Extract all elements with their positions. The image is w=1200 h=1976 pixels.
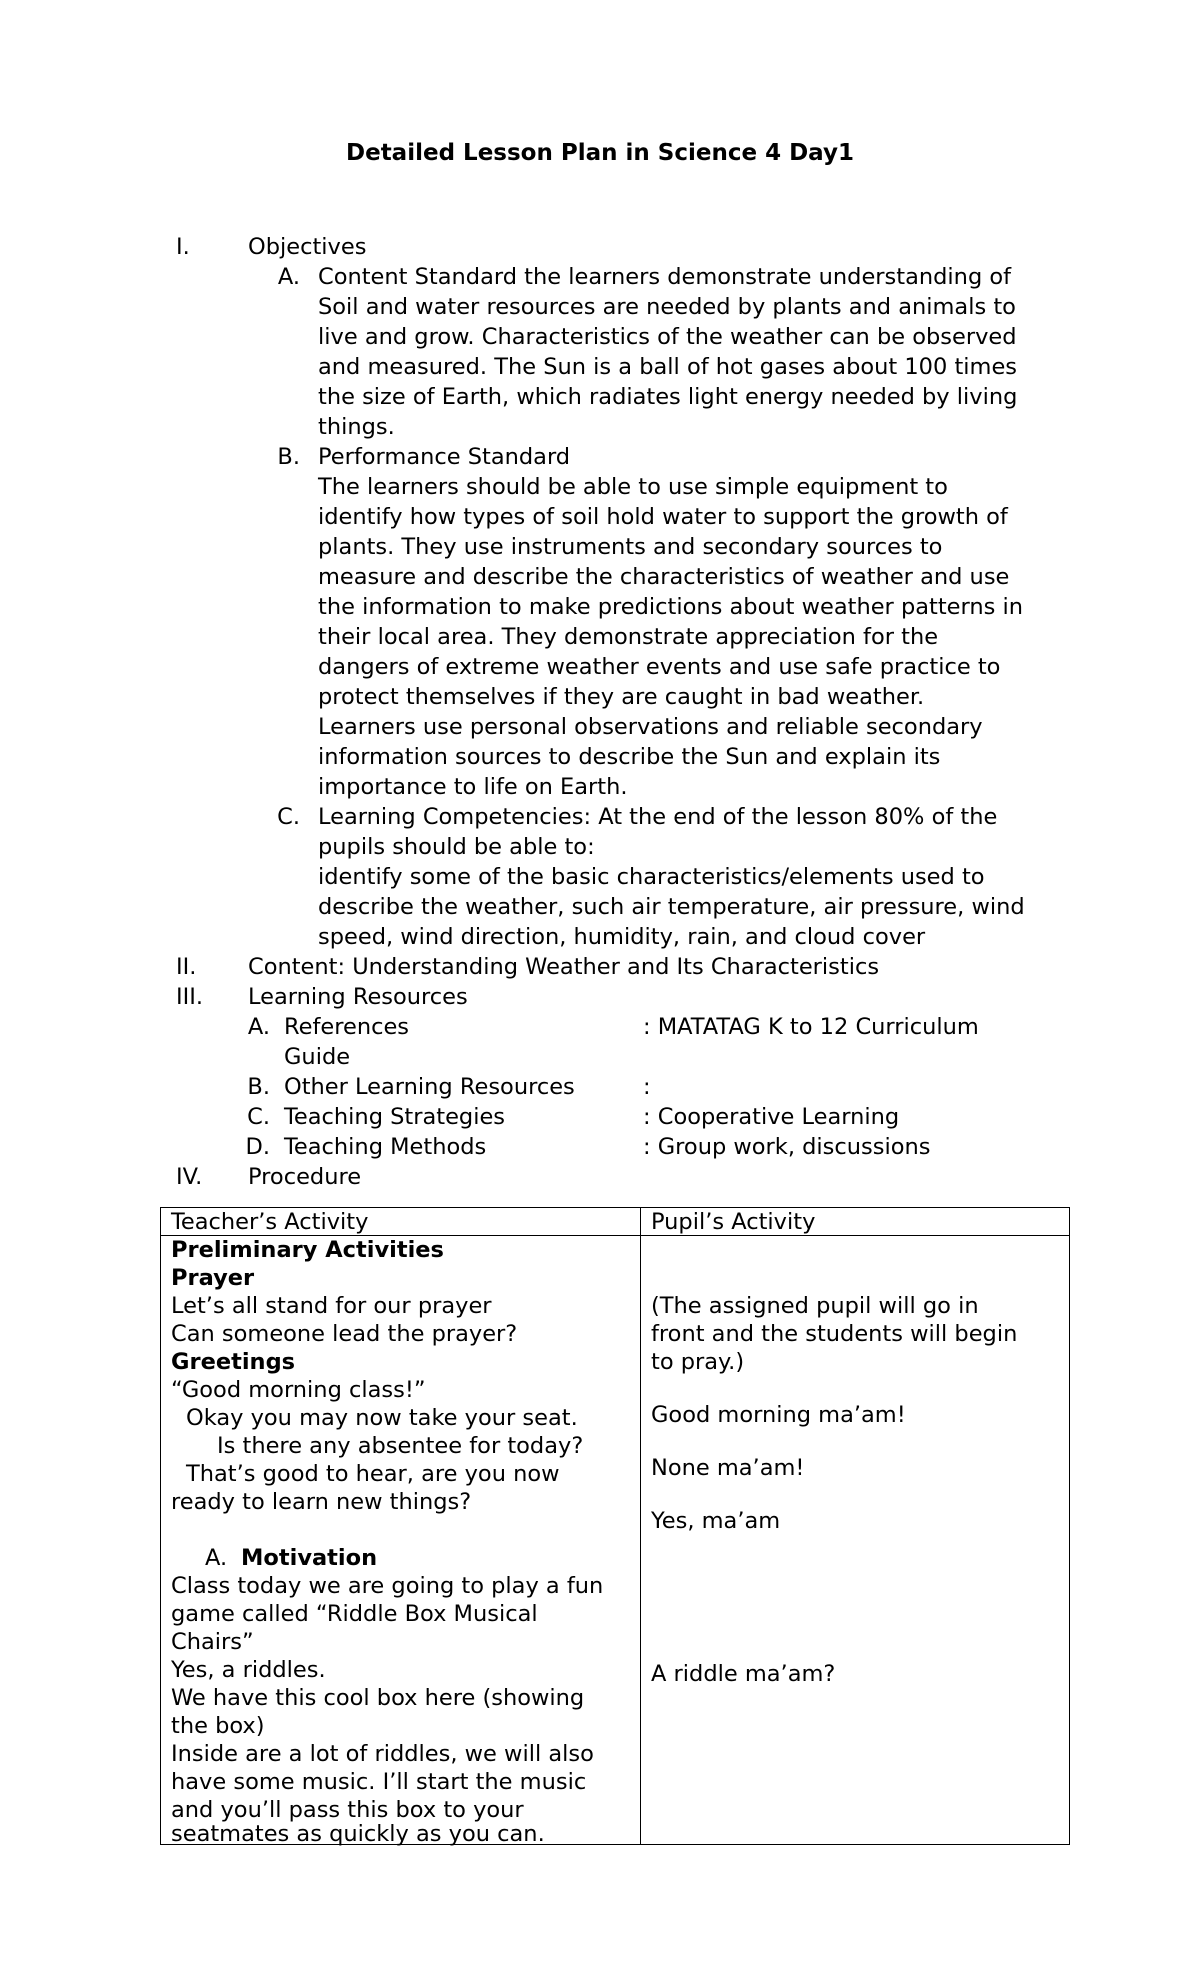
pupil-line: None ma’am! <box>651 1455 805 1481</box>
document-title: Detailed Lesson Plan in Science 4 Day1 <box>346 140 854 166</box>
section-number-4: IV. <box>176 1164 203 1190</box>
learning-competencies-line: identify some of the basic characteristics/elements used to <box>318 864 985 890</box>
pupil-line: Good morning ma’am! <box>651 1402 906 1428</box>
content-standard-letter: A. <box>277 264 300 290</box>
resource-value-strategies: : Cooperative Learning <box>643 1104 900 1130</box>
objectives-heading: Objectives <box>248 234 367 260</box>
learning-competencies-line: speed, wind direction, humidity, rain, and cloud cover <box>318 924 926 950</box>
teacher-line: Yes, a riddles. <box>171 1657 326 1683</box>
resource-label-references: References <box>284 1014 410 1040</box>
teacher-line: “Good morning class!” <box>171 1377 426 1403</box>
content-heading: Content: Understanding Weather and Its Characteristics <box>248 954 880 980</box>
content-standard-line: the size of Earth, which radiates light energy needed by living <box>318 384 1018 410</box>
teacher-line: game called “Riddle Box Musical <box>171 1601 538 1627</box>
section-number-2: II. <box>176 954 197 980</box>
performance-standard-line: their local area. They demonstrate appreciation for the <box>318 624 939 650</box>
resource-letter: D. <box>245 1134 270 1160</box>
pupil-line: Yes, ma’am <box>651 1508 781 1534</box>
section-number-3: III. <box>176 984 204 1010</box>
resource-letter: B. <box>247 1074 270 1100</box>
content-standard-line: and measured. The Sun is a ball of hot gases about 100 times <box>318 354 1018 380</box>
teacher-line: Is there any absentee for today? <box>217 1433 584 1459</box>
teacher-line: That’s good to hear, are you now <box>186 1461 560 1487</box>
pupil-line: A riddle ma’am? <box>651 1661 836 1687</box>
performance-standard-line: Performance Standard <box>318 444 571 470</box>
pupil-line: (The assigned pupil will go in <box>651 1293 979 1319</box>
header-teacher-activity: Teacher’s Activity <box>171 1209 369 1235</box>
performance-standard-line: measure and describe the characteristics of weather and use <box>318 564 1010 590</box>
learning-resources-heading: Learning Resources <box>248 984 468 1010</box>
resource-label-other: Other Learning Resources <box>284 1074 575 1100</box>
pupil-line: front and the students will begin <box>651 1321 1018 1347</box>
pupil-line: to pray.) <box>651 1349 745 1375</box>
learning-competencies-line: pupils should be able to: <box>318 834 595 860</box>
preliminary-activities-heading: Preliminary Activities <box>171 1237 444 1263</box>
resource-value-references: : MATATAG K to 12 Curriculum <box>643 1014 979 1040</box>
performance-standard-line: plants. They use instruments and secondary sources to <box>318 534 943 560</box>
teacher-line: We have this cool box here (showing <box>171 1685 585 1711</box>
procedure-table <box>160 1207 1070 1845</box>
teacher-line: Inside are a lot of riddles, we will also <box>171 1741 594 1767</box>
teacher-line: Can someone lead the prayer? <box>171 1321 518 1347</box>
performance-standard-line: information sources to describe the Sun and explain its <box>318 744 941 770</box>
teacher-line: ready to learn new things? <box>171 1489 472 1515</box>
teacher-line: Chairs” <box>171 1629 254 1655</box>
resource-value-other: : <box>643 1074 651 1100</box>
teacher-line: and you’ll pass this box to your <box>171 1797 524 1823</box>
greetings-heading: Greetings <box>171 1349 296 1375</box>
content-standard-line: live and grow. Characteristics of the weather can be observed <box>318 324 1017 350</box>
performance-standard-line: Learners use personal observations and reliable secondary <box>318 714 983 740</box>
teacher-line: have some music. I’ll start the music <box>171 1769 587 1795</box>
header-pupil-activity: Pupil’s Activity <box>651 1209 816 1235</box>
prayer-heading: Prayer <box>171 1265 255 1291</box>
teacher-line: the box) <box>171 1713 265 1739</box>
learning-competencies-letter: C. <box>277 804 300 830</box>
content-standard-line: Content Standard the learners demonstrate understanding of <box>318 264 1012 290</box>
performance-standard-line: protect themselves if they are caught in bad weather. <box>318 684 925 710</box>
procedure-heading: Procedure <box>248 1164 362 1190</box>
performance-standard-line: The learners should be able to use simple equipment to <box>318 474 948 500</box>
resource-letter: C. <box>247 1104 270 1130</box>
performance-standard-line: dangers of extreme weather events and use safe practice to <box>318 654 1001 680</box>
teacher-line: seatmates as quickly as you can. <box>171 1821 545 1847</box>
resource-letter: A. <box>247 1014 270 1040</box>
motivation-heading: Motivation <box>241 1545 378 1571</box>
resource-label-methods: Teaching Methods <box>284 1134 487 1160</box>
learning-competencies-line: Learning Competencies: At the end of the lesson 80% of the <box>318 804 998 830</box>
resource-label-strategies: Teaching Strategies <box>284 1104 506 1130</box>
teacher-line: Okay you may now take your seat. <box>186 1405 578 1431</box>
teacher-line: Class today we are going to play a fun <box>171 1573 604 1599</box>
teacher-line: Let’s all stand for our prayer <box>171 1293 492 1319</box>
performance-standard-line: identify how types of soil hold water to support the growth of <box>318 504 1008 530</box>
table-column-divider <box>640 1208 641 1844</box>
section-number-1: I. <box>176 234 190 260</box>
resource-value-methods: : Group work, discussions <box>643 1134 931 1160</box>
learning-competencies-line: describe the weather, such air temperature, air pressure, wind <box>318 894 1025 920</box>
performance-standard-letter: B. <box>277 444 300 470</box>
content-standard-line: things. <box>318 414 395 440</box>
resource-value-references-wrap: Guide <box>284 1044 351 1070</box>
performance-standard-line: importance to life on Earth. <box>318 774 628 800</box>
content-standard-line: Soil and water resources are needed by plants and animals to <box>318 294 1016 320</box>
performance-standard-line: the information to make predictions about weather patterns in <box>318 594 1024 620</box>
motivation-letter: A. <box>205 1545 228 1571</box>
